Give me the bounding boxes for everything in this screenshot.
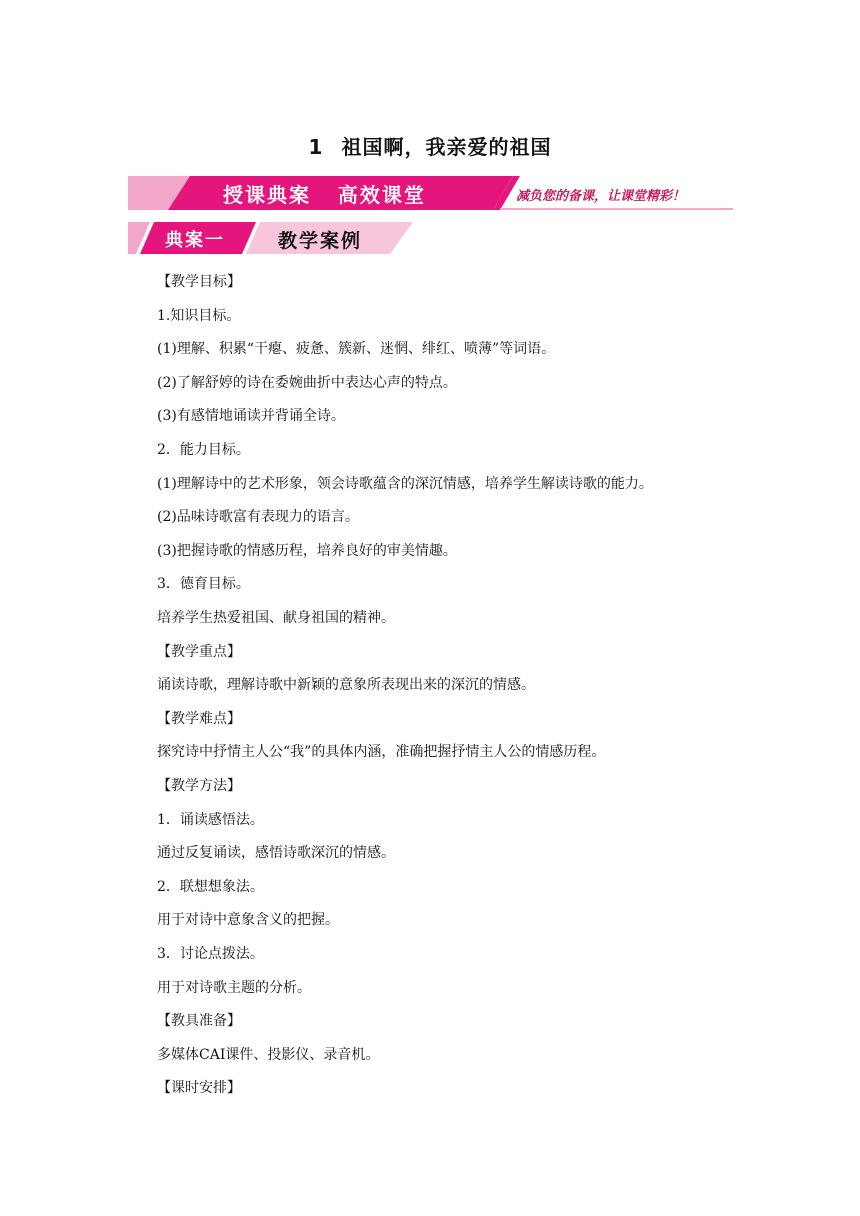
text-line: 诵读诗歌，理解诗歌中新颖的意象所表现出来的深沉的情感。 (157, 677, 535, 693)
text-line: 2．联想想象法。 (157, 879, 264, 895)
text-line: 1.知识目标。 (157, 308, 241, 324)
text-line: 【教学难点】 (157, 711, 241, 727)
text-line: (1)理解诗中的艺术形象，领会诗歌蕴含的深沉情感，培养学生解读诗歌的能力。 (157, 476, 653, 492)
text-line: 3．讨论点拨法。 (157, 946, 264, 962)
text-line: 【课时安排】 (157, 1080, 241, 1096)
text-line: 培养学生热爱祖国、献身祖国的精神。 (157, 610, 395, 626)
text-line: 3．德育目标。 (157, 576, 250, 592)
text-line: 【教学方法】 (157, 778, 241, 794)
banner-title: 授课典案 高效课堂 (223, 183, 426, 207)
lesson-title: 祖国啊，我亲爱的祖国 (341, 135, 552, 159)
lesson-number: 1 (308, 135, 324, 159)
text-line: 用于对诗中意象含义的把握。 (157, 912, 339, 928)
text-line: 【教学目标】 (157, 274, 241, 290)
text-line: (2)品味诗歌富有表现力的语言。 (157, 509, 359, 525)
text-line: (2)了解舒婷的诗在委婉曲折中表达心声的特点。 (157, 375, 457, 391)
text-line: 2．能力目标。 (157, 442, 250, 458)
text-line: 1．诵读感悟法。 (157, 812, 264, 828)
text-line: 【教具准备】 (157, 1013, 241, 1029)
page-title (0, 131, 860, 160)
text-line: 用于对诗歌主题的分析。 (157, 980, 311, 996)
text-line: (3)有感情地诵读并背诵全诗。 (157, 408, 345, 424)
section-title: 教学案例 (278, 230, 363, 252)
text-line: 多媒体CAI课件、投影仪、录音机。 (157, 1047, 380, 1063)
text-line: 【教学重点】 (157, 644, 241, 660)
text-line: (3)把握诗歌的情感历程，培养良好的审美情趣。 (157, 543, 457, 559)
banner-slogan: 减负您的备课，让课堂精彩！ (516, 189, 686, 204)
text-line: (1)理解、积累“干瘪、疲惫、簇新、迷惘、绯红、喷薄”等词语。 (157, 341, 556, 357)
text-line: 通过反复诵读，感悟诗歌深沉的情感。 (157, 845, 395, 861)
section-label: 典案一 (165, 230, 225, 251)
text-line: 探究诗中抒情主人公“我”的具体内涵，准确把握抒情主人公的情感历程。 (157, 744, 606, 760)
